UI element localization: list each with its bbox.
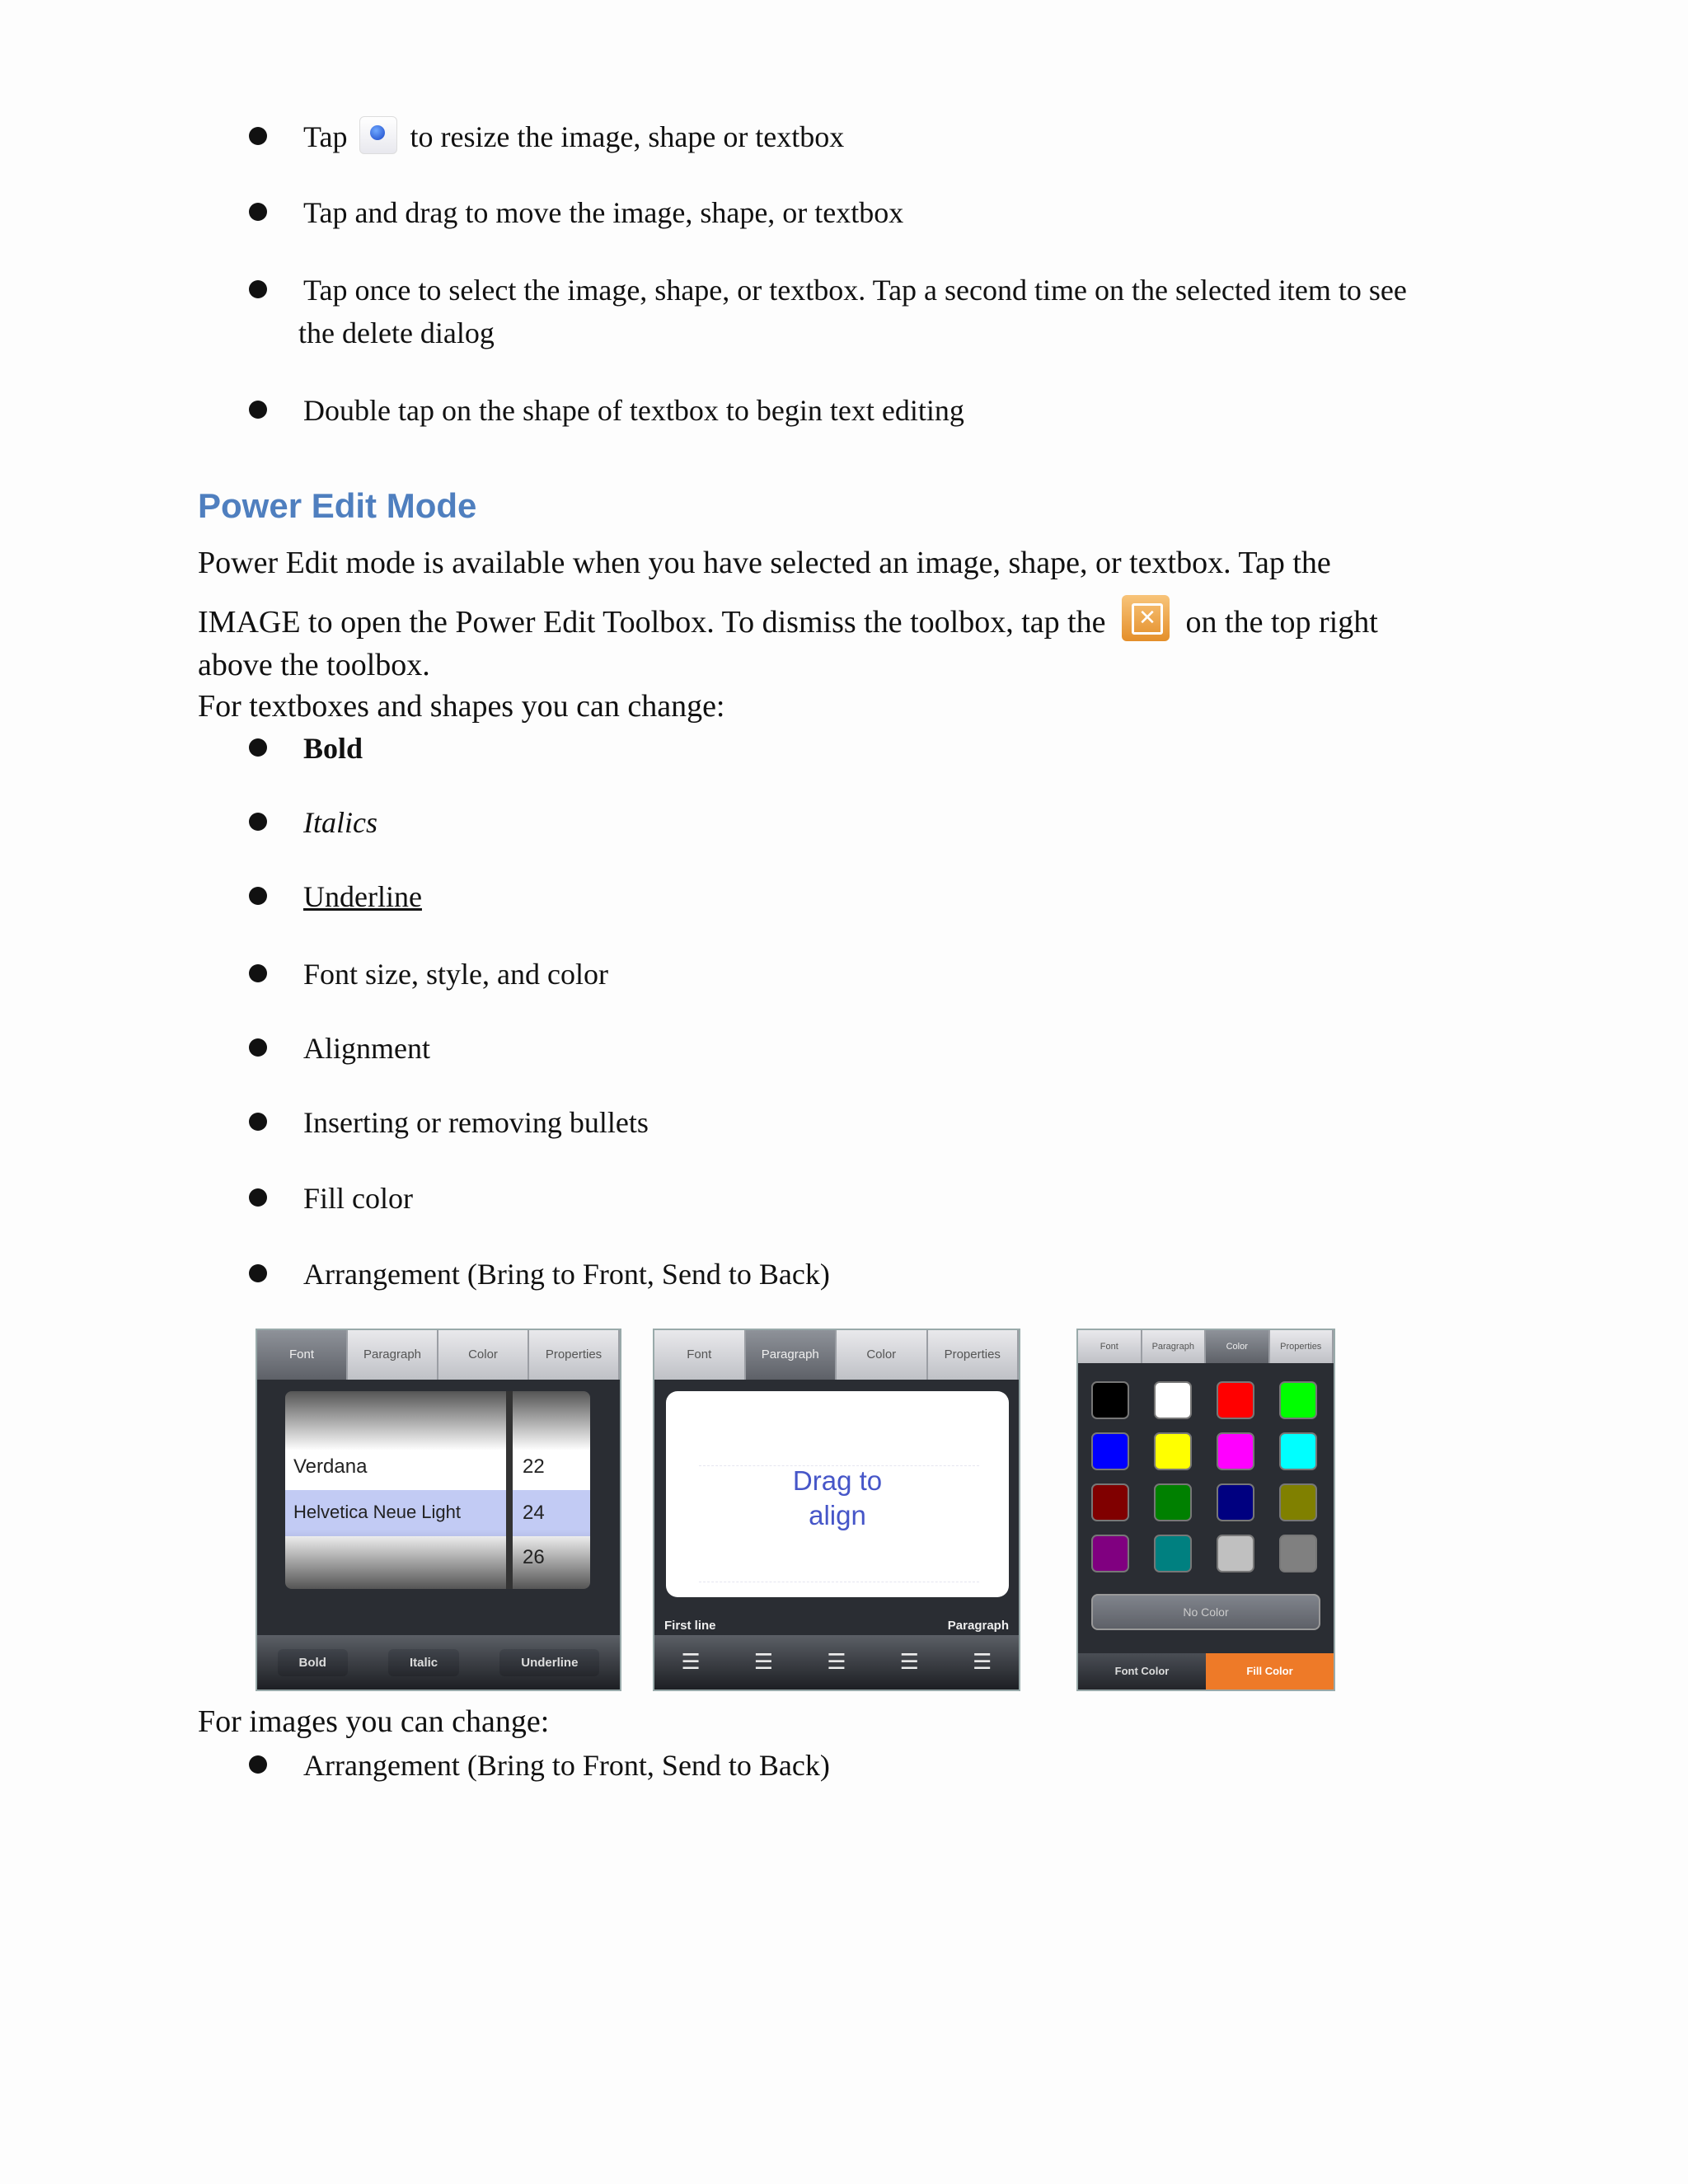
paragraph-line: above the toolbox.: [198, 648, 430, 682]
bullet-icon: [249, 738, 267, 757]
list-item-bold: Bold: [303, 732, 363, 765]
list-item-text: Arrangement (Bring to Front, Send to Back): [303, 1749, 830, 1782]
bullet-icon: [249, 964, 267, 982]
bullet-text: Tap once to select the image, shape, or textbox. Tap a second time on the selected item to see: [303, 274, 1407, 307]
paragraph-toolbar: [654, 1635, 1019, 1690]
decrease-indent-icon[interactable]: ☰: [899, 1650, 920, 1675]
color-target-tabs: [1078, 1653, 1334, 1690]
increase-indent-icon[interactable]: ☰: [973, 1650, 992, 1675]
paragraph-text: on the top right: [1185, 605, 1378, 640]
font-panel-screenshot: [256, 1329, 621, 1691]
color-swatch[interactable]: [1217, 1432, 1254, 1470]
paragraph-line: Power Edit mode is available when you have selected an image, shape, or textbox. Tap the: [198, 546, 1331, 580]
bullet-text: Tap and drag to move the image, shape, or textbox: [303, 196, 904, 229]
images-intro: For images you can change:: [198, 1704, 550, 1739]
paragraph-panel-screenshot: [653, 1329, 1020, 1691]
underline-button[interactable]: Underline: [499, 1649, 599, 1676]
size-option[interactable]: 26: [523, 1546, 545, 1568]
size-option[interactable]: 22: [523, 1455, 545, 1478]
drag-hint-line: align: [809, 1500, 866, 1530]
tab-color[interactable]: Color: [837, 1330, 928, 1380]
tab-properties[interactable]: Properties: [529, 1330, 620, 1380]
section-title: Power Edit Mode: [198, 486, 477, 525]
bullet-text: to resize the image, shape or textbox: [410, 120, 845, 153]
bullet-icon: [249, 887, 267, 905]
paragraph-line: [198, 602, 1378, 648]
bullet-icon: [249, 1113, 267, 1131]
color-swatch[interactable]: [1091, 1535, 1129, 1572]
color-swatch[interactable]: [1217, 1483, 1254, 1521]
color-swatch[interactable]: [1279, 1432, 1317, 1470]
bullet-text: Double tap on the shape of textbox to begin text editing: [303, 394, 964, 427]
color-swatch[interactable]: [1279, 1381, 1317, 1419]
outdent-icon[interactable]: ☰: [681, 1650, 701, 1675]
bullet-icon: [249, 1264, 267, 1282]
bullet-list-icon[interactable]: ☰: [827, 1650, 846, 1675]
bullet-text: Tap: [303, 120, 348, 153]
color-panel-screenshot: [1076, 1329, 1335, 1691]
tab-font[interactable]: Font: [257, 1330, 348, 1380]
picker-divider: [506, 1391, 513, 1589]
first-line-label: First line: [664, 1619, 716, 1633]
color-swatch[interactable]: [1091, 1381, 1129, 1419]
font-toolbar: [257, 1635, 620, 1690]
list-item-text: Inserting or removing bullets: [303, 1106, 649, 1139]
alignment-area[interactable]: [666, 1391, 1009, 1597]
bold-button[interactable]: Bold: [278, 1649, 348, 1676]
tab-color[interactable]: Color: [438, 1330, 529, 1380]
tab-font[interactable]: Font: [1078, 1330, 1142, 1363]
panel-tabs: [1078, 1330, 1334, 1363]
indent-icon[interactable]: ☰: [753, 1650, 774, 1675]
no-color-button[interactable]: No Color: [1091, 1594, 1320, 1630]
color-swatch[interactable]: [1217, 1381, 1254, 1419]
bullet-text-continued: the delete dialog: [298, 316, 495, 349]
list-item-text: Font size, style, and color: [303, 958, 608, 991]
size-option-selected[interactable]: 24: [523, 1502, 545, 1524]
paragraph-text: IMAGE to open the Power Edit Toolbox. To dismiss the toolbox, tap the: [198, 605, 1106, 640]
drag-hint-line: Drag to: [792, 1465, 883, 1496]
list-item-text: Fill color: [303, 1182, 413, 1215]
color-swatch[interactable]: [1154, 1381, 1192, 1419]
bullet-icon: [249, 401, 267, 419]
tab-properties[interactable]: Properties: [928, 1330, 1020, 1380]
tab-paragraph[interactable]: Paragraph: [746, 1330, 837, 1380]
tab-paragraph[interactable]: Paragraph: [1142, 1330, 1207, 1363]
tab-paragraph[interactable]: Paragraph: [348, 1330, 438, 1380]
bullet-icon: [249, 280, 267, 298]
font-option-selected[interactable]: Helvetica Neue Light: [293, 1502, 462, 1522]
paragraph-label: Paragraph: [947, 1619, 1009, 1633]
bullet-icon: [249, 203, 267, 221]
color-swatch[interactable]: [1279, 1535, 1317, 1572]
bullet-icon: [249, 1755, 267, 1774]
bullet-icon: [249, 813, 267, 831]
font-picker[interactable]: [285, 1391, 590, 1589]
list-item-text: Alignment: [303, 1032, 430, 1065]
list-item-text: Arrangement (Bring to Front, Send to Back): [303, 1258, 830, 1291]
color-swatch[interactable]: [1154, 1432, 1192, 1470]
close-icon: ✕: [1122, 595, 1170, 641]
font-option[interactable]: Verdana: [293, 1455, 368, 1478]
bullet-icon: [249, 1188, 267, 1207]
bullet-icon: [249, 127, 267, 145]
color-swatch[interactable]: [1217, 1535, 1254, 1572]
italic-button[interactable]: Italic: [388, 1649, 459, 1676]
color-swatch[interactable]: [1279, 1483, 1317, 1521]
color-swatch[interactable]: [1091, 1483, 1129, 1521]
tab-properties[interactable]: Properties: [1270, 1330, 1334, 1363]
color-swatch[interactable]: [1154, 1535, 1192, 1572]
color-swatch[interactable]: [1091, 1432, 1129, 1470]
list-item-underline: Underline: [303, 880, 422, 913]
tab-font[interactable]: Font: [654, 1330, 746, 1380]
paragraph-line: For textboxes and shapes you can change:: [198, 689, 725, 724]
bullet-icon: [249, 1038, 267, 1057]
resize-handle-icon: [359, 116, 397, 154]
color-swatch[interactable]: [1154, 1483, 1192, 1521]
panel-tabs: [257, 1330, 620, 1380]
tab-color[interactable]: Color: [1206, 1330, 1270, 1363]
panel-tabs: [654, 1330, 1019, 1380]
list-item-italics: Italics: [303, 806, 377, 839]
font-color-tab[interactable]: Font Color: [1078, 1653, 1206, 1690]
drag-hint: [666, 1464, 1009, 1533]
fill-color-tab[interactable]: Fill Color: [1206, 1653, 1334, 1690]
